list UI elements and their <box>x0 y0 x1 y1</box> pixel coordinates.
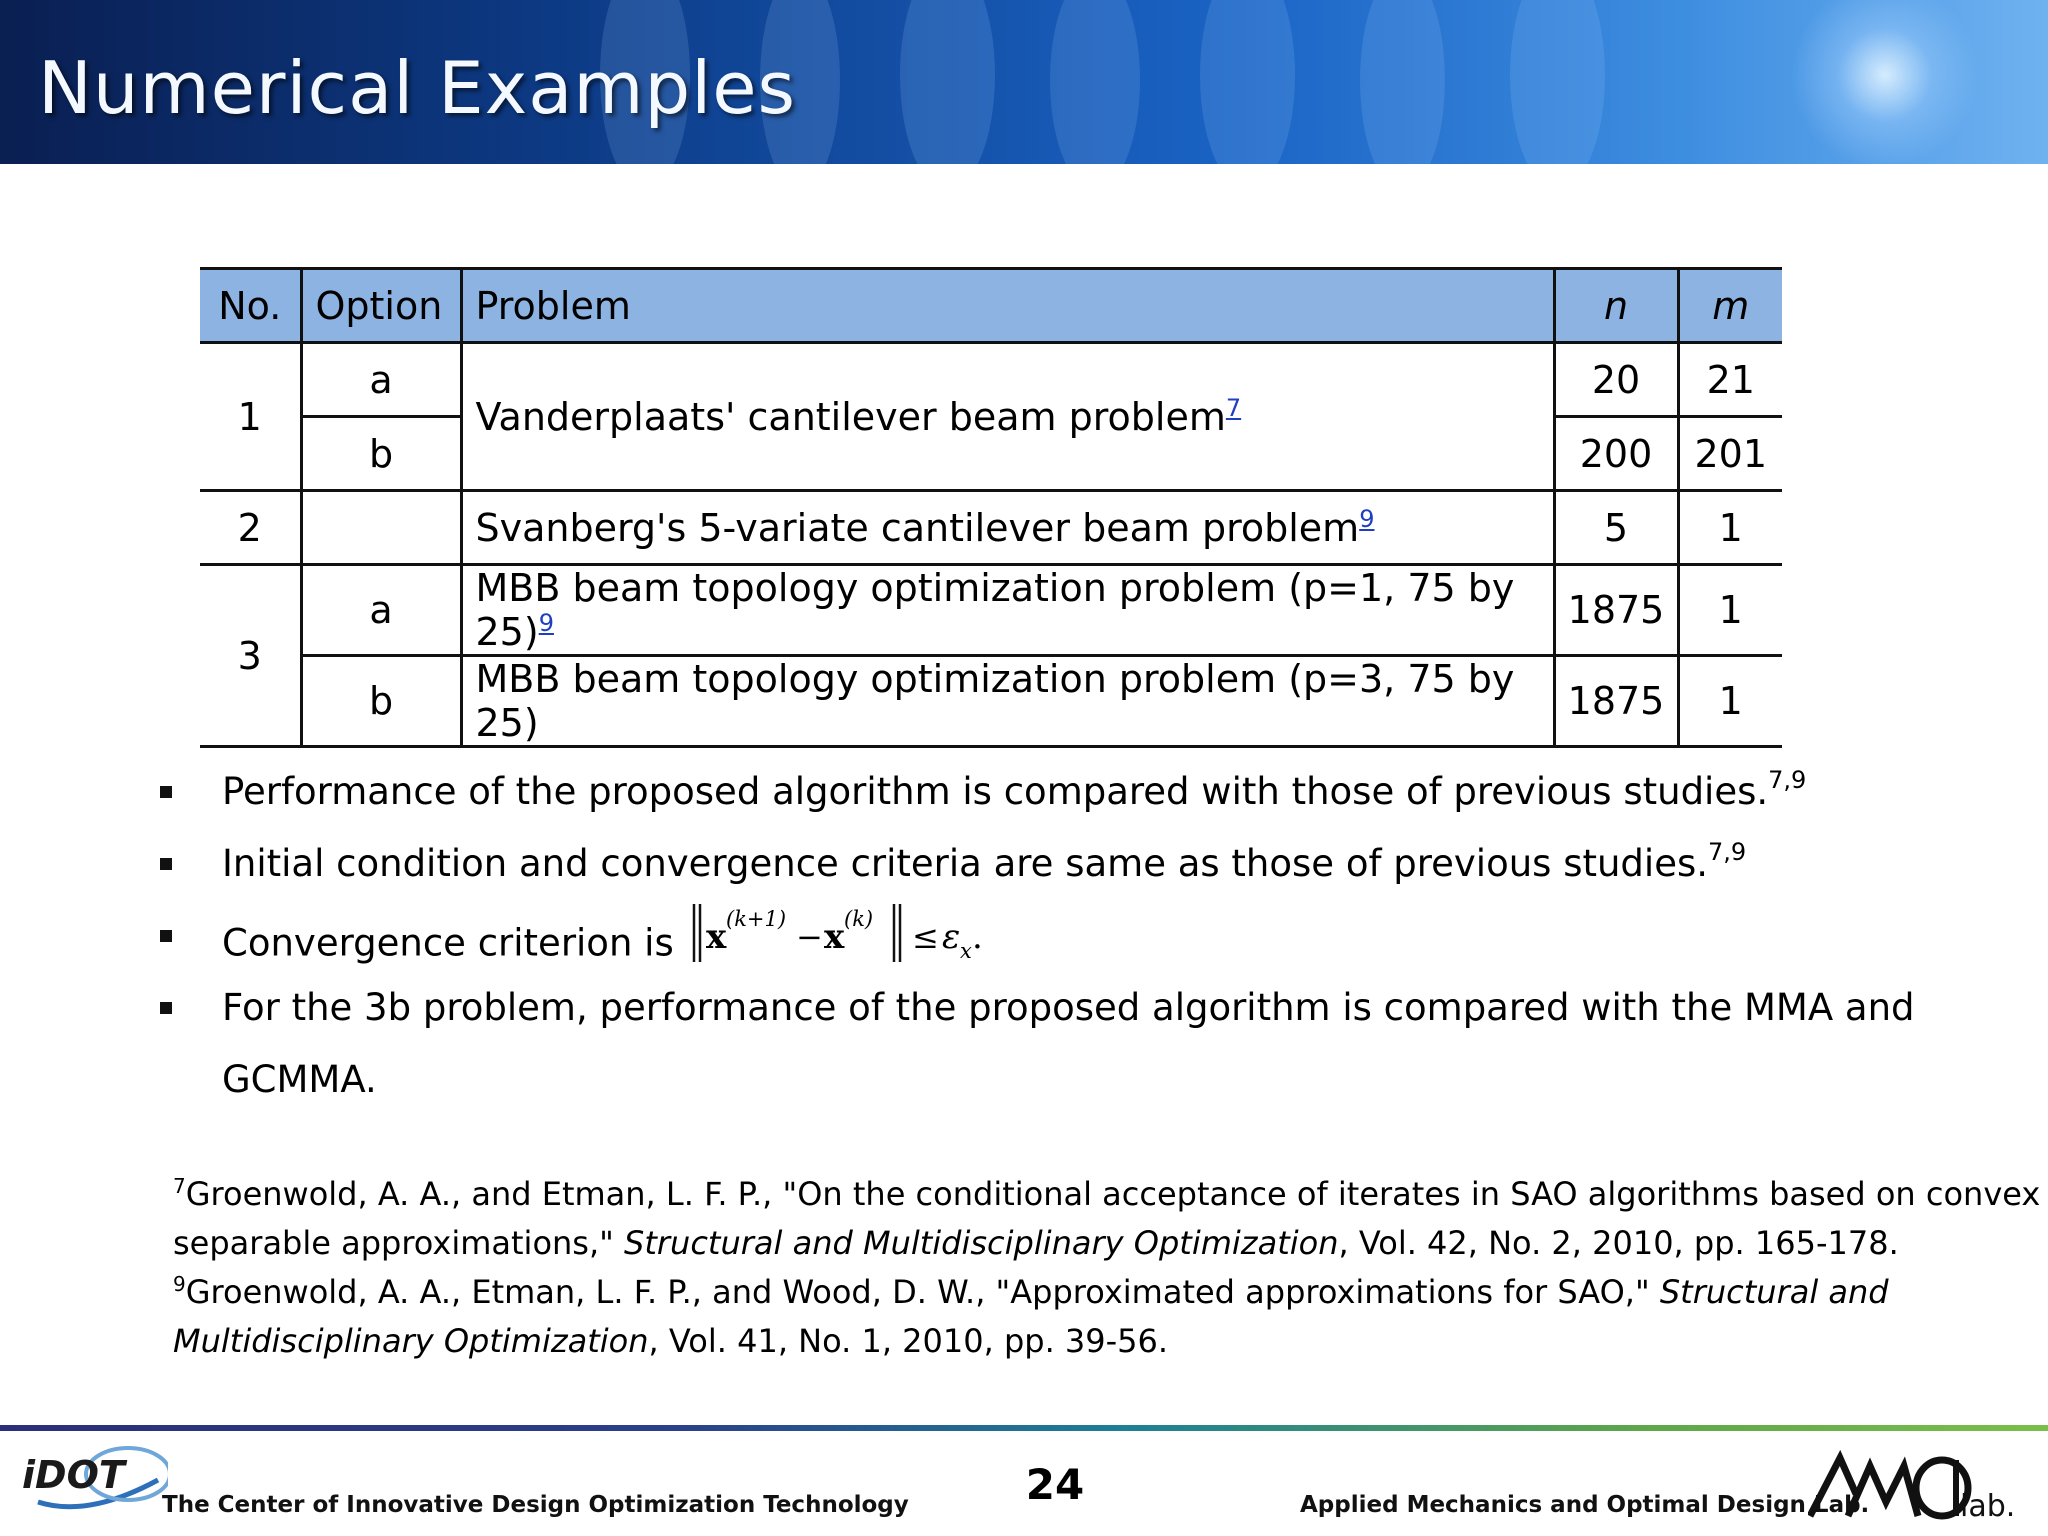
reference-line <box>173 1170 2041 1219</box>
reference-text: separable approximations," <box>173 1224 625 1262</box>
bullet-marker <box>160 858 172 870</box>
citation-link[interactable]: 9 <box>1359 504 1375 533</box>
banner-decoration <box>900 0 995 164</box>
reference-line <box>173 1317 2013 1366</box>
formula-var: x <box>705 917 726 957</box>
reference-text: , Vol. 42, No. 2, 2010, pp. 165-178. <box>1338 1224 1899 1262</box>
bullet-item <box>160 900 2000 972</box>
cell-option: a <box>301 343 461 417</box>
bullet-item <box>160 972 2000 1116</box>
banner-decoration <box>1050 0 1140 164</box>
cell-m: 21 <box>1678 343 1782 417</box>
cell-no: 2 <box>200 491 301 565</box>
banner-decoration <box>1510 0 1605 164</box>
problem-text: Vanderplaats' cantilever beam problem <box>475 394 1226 439</box>
table-row <box>200 343 1782 417</box>
bullet-text: For the 3b problem, performance of the proposed algorithm is compared with the MMA and <box>222 986 1915 1029</box>
cell-problem <box>461 656 1554 747</box>
col-header-n: n <box>1554 269 1678 343</box>
journal-name: Structural and Multidisciplinary Optimization <box>624 1224 1339 1262</box>
col-header-option: Option <box>301 269 461 343</box>
idot-logo <box>18 1440 168 1520</box>
cell-option: b <box>301 417 461 491</box>
formula-eps: ε <box>941 917 960 957</box>
idot-logo-text: iDOT <box>22 1453 125 1497</box>
journal-name: Multidisciplinary Optimization <box>173 1322 649 1360</box>
reference-text: Groenwold, A. A., Etman, L. F. P., and Wood, D. W., "Approximated approximations for SAO," <box>185 1273 1660 1311</box>
problem-text: MBB beam topology optimization problem (p=3, 75 by 25) <box>475 657 1515 745</box>
cell-n: 1875 <box>1554 565 1678 656</box>
bullet-item <box>160 756 2000 828</box>
col-header-m: m <box>1678 269 1782 343</box>
journal-name: Structural and <box>1659 1273 1889 1311</box>
formula-eps-sub: x <box>959 939 972 963</box>
problem-text: MBB beam topology optimization problem (p=1, 75 by 25) <box>475 566 1515 654</box>
bullet-citation: 7,9 <box>1708 838 1747 866</box>
cell-n: 200 <box>1554 417 1678 491</box>
problems-table <box>200 267 1782 748</box>
cell-problem <box>461 565 1554 656</box>
cell-problem <box>461 491 1554 565</box>
col-header-no: No. <box>200 269 301 343</box>
slide-title: Numerical Examples <box>38 46 797 130</box>
org-name-left: The Center of Innovative Design Optimization Technology <box>162 1492 909 1518</box>
bullet-citation: 7,9 <box>1768 766 1807 794</box>
table-header-row <box>200 269 1782 343</box>
formula-end: . <box>971 917 983 957</box>
references <box>173 1170 2041 1366</box>
svg-text:lab.: lab. <box>1960 1489 2016 1524</box>
formula-sup2: (k) <box>843 907 873 931</box>
reference-line <box>173 1219 2013 1268</box>
title-banner <box>0 0 2048 164</box>
citation-link[interactable]: 9 <box>538 609 554 637</box>
citation-link[interactable]: 7 <box>1225 393 1242 422</box>
reference-text: Groenwold, A. A., and Etman, L. F. P., "On the conditional acceptance of iterates in SAO algorithms based on convex <box>185 1175 2041 1213</box>
bullet-item <box>160 828 2000 900</box>
bullet-text: Convergence criterion is <box>222 921 674 965</box>
cell-option <box>301 491 461 565</box>
banner-decoration <box>1200 0 1295 164</box>
amod-lab-logo <box>1808 1444 2028 1524</box>
cell-problem <box>461 343 1554 491</box>
cell-m: 1 <box>1678 656 1782 747</box>
banner-decoration <box>1360 0 1445 164</box>
cell-n: 5 <box>1554 491 1678 565</box>
bullet-text-continuation: GCMMA. <box>222 1058 377 1101</box>
cell-m: 1 <box>1678 491 1782 565</box>
reference-number: 7 <box>173 1174 186 1198</box>
table-row <box>200 565 1782 656</box>
formula-leq: ≤ <box>911 918 939 956</box>
reference-text: , Vol. 41, No. 1, 2010, pp. 39-56. <box>648 1322 1169 1360</box>
cell-no: 3 <box>200 565 301 747</box>
reference-number: 9 <box>173 1272 186 1296</box>
col-header-problem: Problem <box>461 269 1554 343</box>
bullet-text: Initial condition and convergence criteria are same as those of previous studies. <box>222 842 1708 885</box>
cell-no: 1 <box>200 343 301 491</box>
cell-n: 1875 <box>1554 656 1678 747</box>
reference-line <box>173 1268 2013 1317</box>
bullet-marker <box>160 786 172 798</box>
formula-var: x <box>823 917 844 957</box>
org-name-right: Applied Mechanics and Optimal Design Lab. <box>1300 1492 1870 1518</box>
cell-n: 20 <box>1554 343 1678 417</box>
bullet-marker <box>160 930 172 942</box>
bullet-list <box>160 756 2000 1116</box>
formula-sup1: (k+1) <box>725 907 786 931</box>
problem-text: Svanberg's 5-variate cantilever beam problem <box>475 505 1360 550</box>
cell-m: 201 <box>1678 417 1782 491</box>
bullet-text: Performance of the proposed algorithm is compared with those of previous studies. <box>222 770 1769 813</box>
formula-minus: − <box>795 918 823 956</box>
footer-divider <box>0 1425 2048 1431</box>
page-number: 24 <box>1025 1460 1085 1509</box>
cell-m: 1 <box>1678 565 1782 656</box>
table-row <box>200 491 1782 565</box>
table-row <box>200 656 1782 747</box>
bullet-marker <box>160 1002 172 1014</box>
cell-option: a <box>301 565 461 656</box>
banner-glow <box>1790 0 1980 164</box>
cell-option: b <box>301 656 461 747</box>
